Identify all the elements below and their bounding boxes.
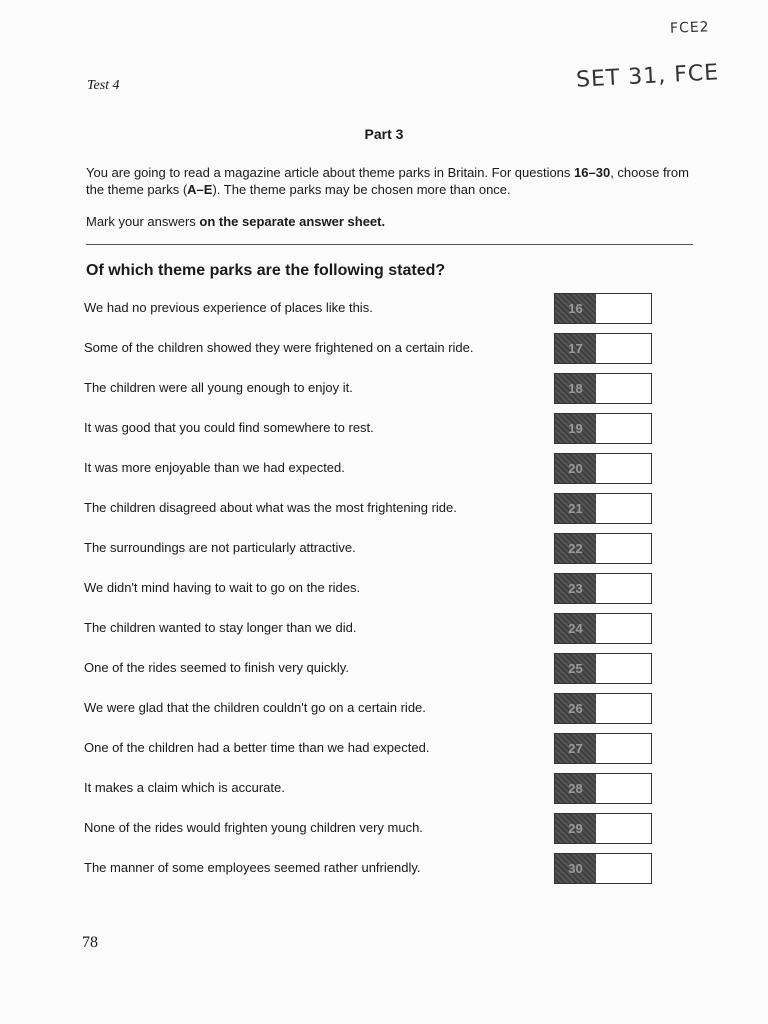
answer-field[interactable] (596, 814, 651, 843)
answer-box[interactable] (554, 453, 652, 484)
answer-field[interactable] (596, 294, 651, 323)
handwritten-note-set: SET 31, FCE (575, 60, 720, 93)
answer-box[interactable] (554, 373, 652, 404)
answer-field[interactable] (596, 374, 651, 403)
question-text: It was good that you could find somewhere to rest. (84, 420, 374, 435)
question-number: 28 (555, 774, 596, 803)
question-text: Some of the children showed they were frightened on a certain ride. (84, 340, 474, 355)
question-text: The children were all young enough to enjoy it. (84, 380, 353, 395)
question-number: 18 (555, 374, 596, 403)
answer-box[interactable] (554, 853, 652, 884)
question-text: The children disagreed about what was the most frightening ride. (84, 500, 457, 515)
answer-box[interactable] (554, 613, 652, 644)
answer-field[interactable] (596, 654, 651, 683)
question-text: One of the rides seemed to finish very quickly. (84, 660, 349, 675)
question-text: We didn't mind having to wait to go on the rides. (84, 580, 361, 595)
section-heading: Of which theme parks are the following stated? (86, 262, 446, 279)
question-text: One of the children had a better time than we had expected. (84, 740, 430, 755)
answer-field[interactable] (596, 614, 651, 643)
answer-instruction (86, 214, 385, 229)
answer-box[interactable] (554, 773, 652, 804)
answer-field[interactable] (596, 534, 651, 563)
test-label: Test 4 (87, 78, 120, 93)
answer-box[interactable] (554, 533, 652, 564)
answer-box[interactable] (554, 493, 652, 524)
question-number: 21 (555, 494, 596, 523)
answer-field[interactable] (596, 734, 651, 763)
answer-field[interactable] (596, 414, 651, 443)
question-number: 17 (555, 334, 596, 363)
page-number: 78 (82, 934, 98, 951)
answer-box[interactable] (554, 693, 652, 724)
question-text: The children wanted to stay longer than we did. (84, 620, 357, 635)
answer-box[interactable] (554, 813, 652, 844)
answer-field[interactable] (596, 694, 651, 723)
park-range: A–E (187, 182, 213, 197)
answer-field[interactable] (596, 574, 651, 603)
answer-instruction-text: Mark your answers (86, 214, 200, 229)
part-title: Part 3 (364, 126, 404, 142)
handwritten-note-top: FCE2 (669, 19, 710, 37)
question-text: We were glad that the children couldn't go on a certain ride. (84, 700, 426, 715)
divider (86, 244, 693, 245)
question-number: 22 (555, 534, 596, 563)
question-text: None of the rides would frighten young children very much. (84, 820, 423, 835)
answer-field[interactable] (596, 334, 651, 363)
answer-box[interactable] (554, 413, 652, 444)
answer-box[interactable] (554, 333, 652, 364)
question-number: 29 (555, 814, 596, 843)
question-range: 16–30 (574, 165, 611, 180)
question-number: 30 (555, 854, 596, 883)
question-number: 25 (555, 654, 596, 683)
question-number: 19 (555, 414, 596, 443)
answer-field[interactable] (596, 454, 651, 483)
instructions-text-2: , choose from the theme parks ( (86, 165, 689, 197)
question-number: 23 (555, 574, 596, 603)
question-text: It was more enjoyable than we had expected. (84, 460, 345, 475)
question-text: We had no previous experience of places like this. (84, 300, 373, 315)
answer-field[interactable] (596, 774, 651, 803)
question-number: 27 (555, 734, 596, 763)
question-number: 26 (555, 694, 596, 723)
question-number: 20 (555, 454, 596, 483)
answer-box[interactable] (554, 573, 652, 604)
question-text: The manner of some employees seemed rather unfriendly. (84, 860, 421, 875)
instructions-text-1: You are going to read a magazine article about theme parks in Britain. For questions (86, 165, 575, 180)
answer-field[interactable] (596, 854, 651, 883)
question-text: It makes a claim which is accurate. (84, 780, 285, 795)
answer-instruction-bold: on the separate answer sheet. (199, 214, 386, 229)
question-text: The surroundings are not particularly attractive. (84, 540, 356, 555)
question-number: 16 (555, 294, 596, 323)
answer-field[interactable] (596, 494, 651, 523)
answer-box[interactable] (554, 653, 652, 684)
instructions-text-3: ). The theme parks may be chosen more than once. (212, 182, 511, 197)
question-number: 24 (555, 614, 596, 643)
answer-box[interactable] (554, 293, 652, 324)
instructions (86, 164, 694, 198)
answer-box[interactable] (554, 733, 652, 764)
